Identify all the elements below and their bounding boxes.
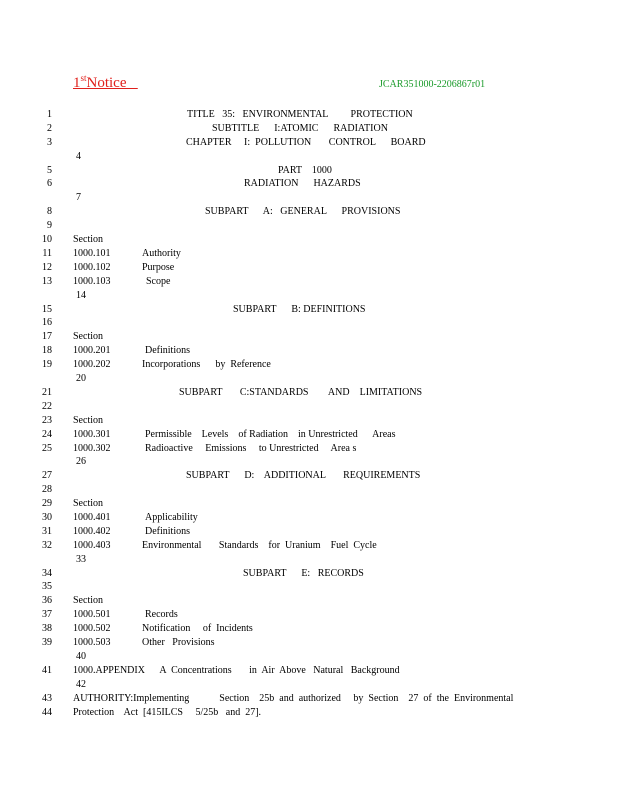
line-number: 32 [42, 540, 52, 551]
document-code: JCAR351000-2206867r01 [379, 79, 486, 90]
section-title: Authority [142, 248, 181, 259]
line-number: 36 [42, 595, 52, 606]
line-number: 31 [42, 526, 52, 537]
inline-line-number: 4 [76, 151, 81, 162]
line-number: 29 [42, 498, 52, 509]
line-number: 27 [42, 470, 52, 481]
section-title: Applicability [145, 512, 198, 523]
notice-word: Notice [86, 75, 127, 91]
section-code: 1000.501 [73, 609, 111, 620]
subpart-heading: SUBPART A: GENERAL PROVISIONS [205, 206, 401, 217]
title-line: TITLE 35: ENVIRONMENTAL PROTECTION [187, 109, 413, 120]
section-title: Other Provisions [142, 637, 215, 648]
line-number: 23 [42, 415, 52, 426]
inline-line-number: 20 [76, 373, 86, 384]
appendix-line: 1000.APPENDIX A Concentrations in Air Above Natural Background [73, 665, 400, 676]
section-code: 1000.503 [73, 637, 111, 648]
section-title: Permissible Levels of Radiation in Unrestricted Areas [145, 429, 396, 440]
chapter-line: CHAPTER I: POLLUTION CONTROL BOARD [186, 137, 426, 148]
section-title: Incorporations by Reference [142, 359, 271, 370]
line-number: 19 [42, 359, 52, 370]
line-number: 2 [47, 123, 52, 134]
section-code: 1000.401 [73, 512, 111, 523]
section-label: Section [73, 595, 103, 606]
notice-superscript: st [80, 73, 87, 83]
authority-line: AUTHORITY:Implementing Section 25b and authorized by Section 27 of the Environmental [73, 693, 514, 704]
section-code: 1000.201 [73, 345, 111, 356]
subpart-heading: SUBPART D: ADDITIONAL REQUIREMENTS [186, 470, 421, 481]
inline-line-number: 42 [76, 679, 86, 690]
line-number: 30 [42, 512, 52, 523]
subpart-heading: SUBPART E: RECORDS [243, 568, 364, 579]
subpart-heading: SUBPART C:STANDARDS AND LIMITATIONS [179, 387, 423, 398]
line-number: 16 [42, 317, 52, 328]
section-title: Definitions [145, 526, 190, 537]
line-number: 38 [42, 623, 52, 634]
section-code: 1000.403 [73, 540, 111, 551]
line-number: 11 [42, 248, 52, 259]
section-title: Purpose [142, 262, 175, 273]
line-number: 18 [42, 345, 52, 356]
line-number: 1 [47, 109, 52, 120]
section-label: Section [73, 331, 103, 342]
line-number: 21 [42, 387, 52, 398]
subpart-heading: SUBPART B: DEFINITIONS [233, 304, 366, 315]
section-code: 1000.202 [73, 359, 111, 370]
line-number: 43 [42, 693, 52, 704]
section-title: Notification of Incidents [142, 623, 253, 634]
section-title: Environmental Standards for Uranium Fuel Cycle [142, 540, 377, 551]
line-number: 24 [42, 429, 52, 440]
section-code: 1000.103 [73, 276, 111, 287]
notice-prefix: 1 [73, 75, 81, 91]
line-number: 10 [42, 234, 52, 245]
section-label: Section [73, 415, 103, 426]
section-label: Section [73, 234, 103, 245]
line-number: 3 [47, 137, 52, 148]
line-number: 13 [42, 276, 52, 287]
section-code: 1000.101 [73, 248, 111, 259]
line-number: 28 [42, 484, 52, 495]
inline-line-number: 26 [76, 456, 86, 467]
line-number: 41 [42, 665, 52, 676]
authority-line-continued: Protection Act [415ILCS 5/25b and 27]. [73, 707, 262, 718]
line-number: 17 [42, 331, 52, 342]
line-number: 37 [42, 609, 52, 620]
section-title: Radioactive Emissions to Unrestricted Area s [145, 443, 357, 454]
part-title-line: RADIATION HAZARDS [244, 178, 361, 189]
line-number: 34 [42, 568, 52, 579]
part-line: PART 1000 [278, 165, 332, 176]
section-code: 1000.402 [73, 526, 111, 537]
line-number: 25 [42, 443, 52, 454]
line-number: 44 [42, 707, 52, 718]
section-code: 1000.302 [73, 443, 111, 454]
section-title: Definitions [145, 345, 190, 356]
line-number: 35 [42, 581, 52, 592]
section-title: Scope [146, 276, 171, 287]
line-number: 15 [42, 304, 52, 315]
section-title: Records [145, 609, 178, 620]
line-number: 8 [47, 206, 52, 217]
inline-line-number: 33 [76, 554, 86, 565]
line-number: 12 [42, 262, 52, 273]
inline-line-number: 14 [76, 290, 86, 301]
line-number: 22 [42, 401, 52, 412]
section-label: Section [73, 498, 103, 509]
line-number: 9 [47, 220, 52, 231]
section-code: 1000.301 [73, 429, 111, 440]
subtitle-line: SUBTITLE I:ATOMIC RADIATION [212, 123, 388, 134]
inline-line-number: 40 [76, 651, 86, 662]
line-number: 6 [47, 178, 52, 189]
section-code: 1000.102 [73, 262, 111, 273]
notice-heading [73, 74, 138, 92]
line-number: 39 [42, 637, 52, 648]
section-code: 1000.502 [73, 623, 111, 634]
line-number: 5 [47, 165, 52, 176]
inline-line-number: 7 [76, 192, 81, 203]
